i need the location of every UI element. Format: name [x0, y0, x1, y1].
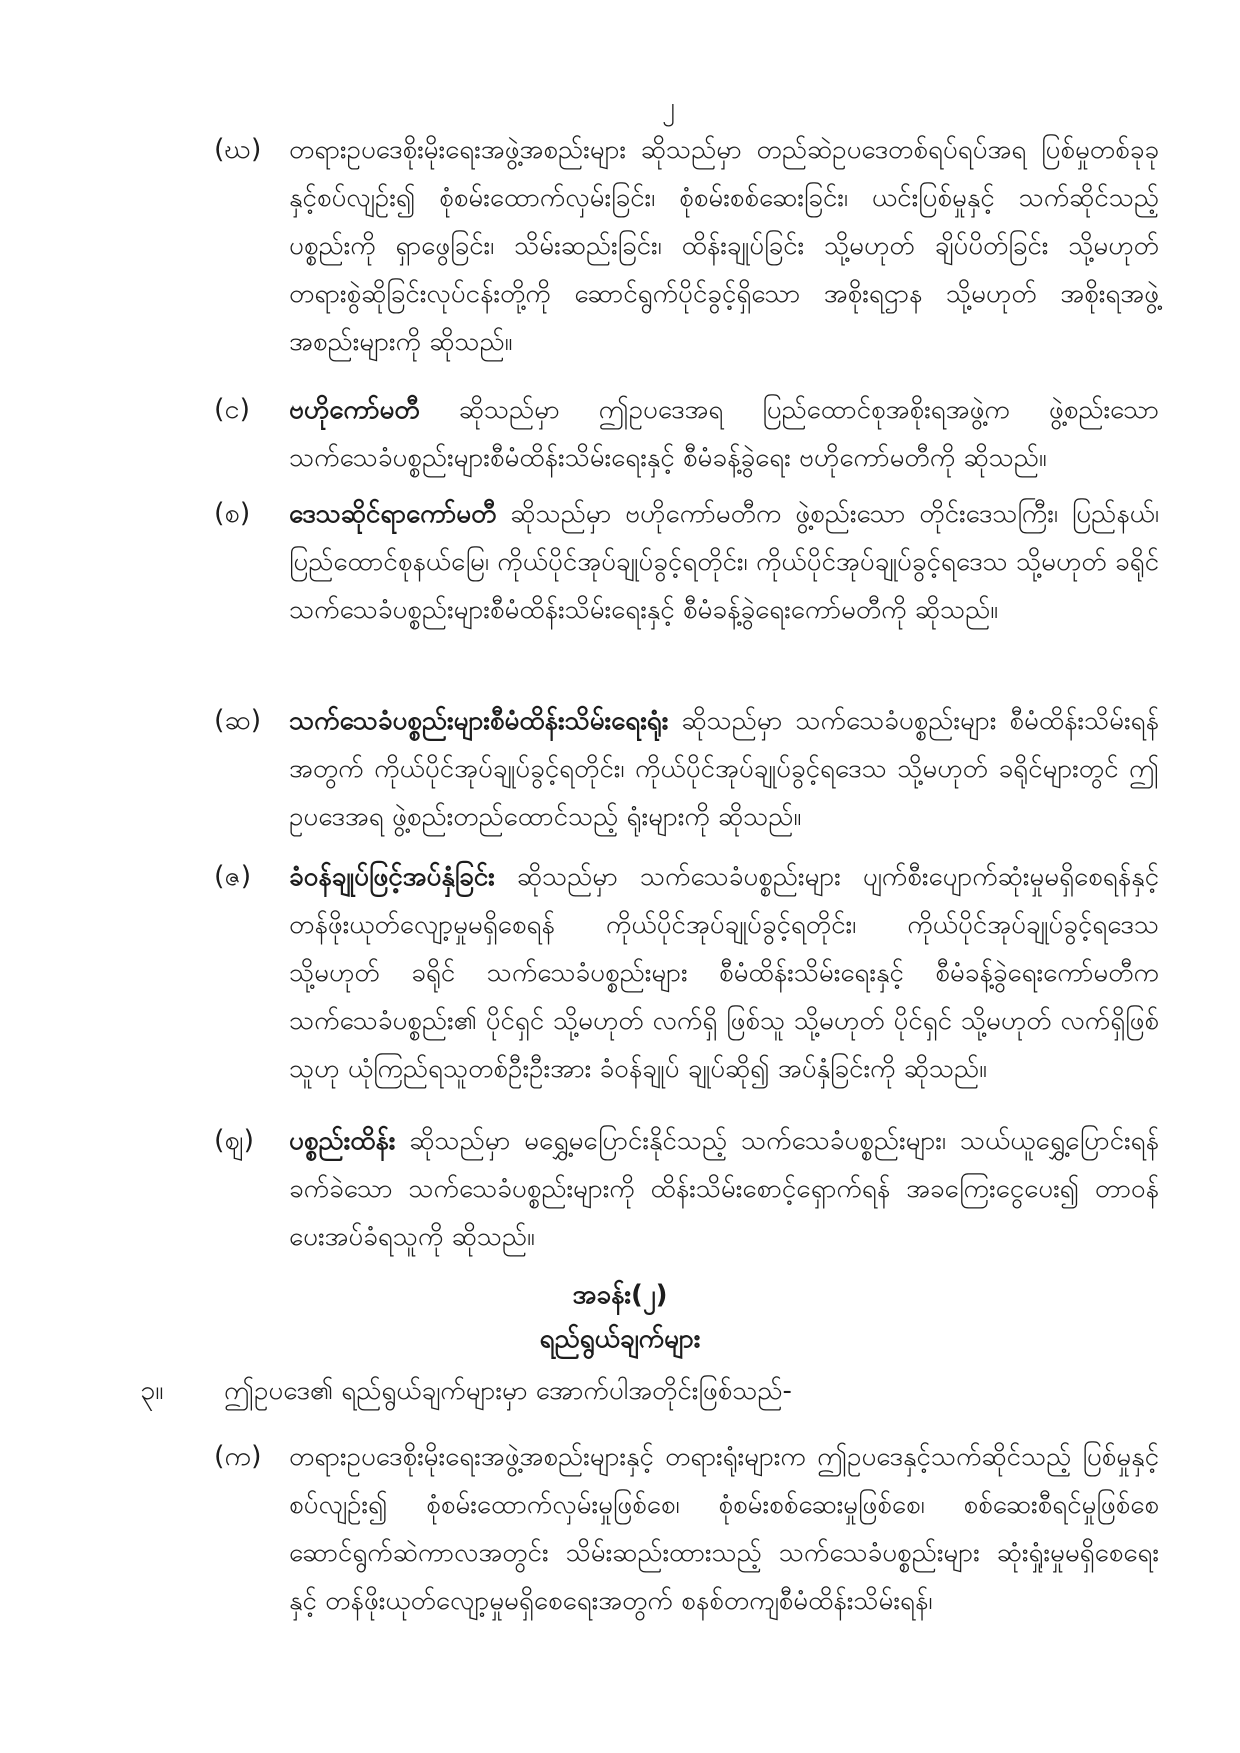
definition-term: ဒေသဆိုင်ရာကော်မတီ [289, 499, 497, 529]
section-text: ဤဥပဒေ၏ ရည်ရွယ်ချက်များမှာ အောက်ပါအတိုင်းဖြစ်သည်- [224, 1376, 792, 1406]
objective-body: တရားဥပဒေစိုးမိုးရေးအဖွဲ့အစည်းများနှင့် တရားရုံးများက ဤဥပဒေနှင့်သက်ဆိုင်သည့် ပြစ်မှုနှင့်စပ်လျဉ်း၍ စုံစမ်းထောက်လှမ်းမှုဖြစ်စေ၊ စုံစမ်းစစ်ဆေးမှုဖြစ်စေ၊ စစ်ဆေးစီရင်မှုဖြစ်စေ ဆောင်ရွက်ဆဲကာလအတွင်း သိမ်းဆည်းထားသည့် သက်သေခံပစ္စည်းများ ဆုံးရှုံးမှုမရှိစေရေးနှင့် တန်ဖိုးယုတ်လျော့မှုမရှိစေရေးအတွက် စနစ်တကျစီမံထိန်းသိမ်းရန်၊ [289, 1442, 1159, 1616]
definition-body: ဆိုသည်မှာ ဗဟိုကော်မတီက ဖွဲ့စည်းသော တိုင်းဒေသကြီး၊ ပြည်နယ်၊ ပြည်ထောင်စုနယ်မြေ၊ ကိုယ်ပိုင်အုပ်ချုပ်ခွင့်ရတိုင်း၊ ကိုယ်ပိုင်အုပ်ချုပ်ခွင့်ရဒေသ သို့မဟုတ် ခရိုင် သက်သေခံပစ္စည်းများစီမံထိန်းသိမ်းရေးနှင့် စီမံခန့်ခွဲရေးကော်မတီကို ဆိုသည်။ [289, 499, 1159, 625]
page-number: ၂ [662, 92, 675, 122]
definition-term: သက်သေခံပစ္စည်းများစီမံထိန်းသိမ်းရေးရုံး [289, 706, 669, 736]
item-marker: (ဈ) [214, 1125, 255, 1156]
objective-item [214, 1433, 1164, 1625]
definition-body: တရားဥပဒေစိုးမိုးရေးအဖွဲ့အစည်းများ ဆိုသည်မှာ တည်ဆဲဥပဒေတစ်ရပ်ရပ်အရ ပြစ်မှုတစ်ခုခုနှင့်စပ်လျဉ်း၍ စုံစမ်းထောက်လှမ်းခြင်း၊ စုံစမ်းစစ်ဆေးခြင်း၊ ယင်းပြစ်မှုနှင့် သက်ဆိုင်သည့် ပစ္စည်းကို ရှာဖွေခြင်း၊ သိမ်းဆည်းခြင်း၊ ထိန်းချုပ်ခြင်း သို့မဟုတ် ချိပ်ပိတ်ခြင်း သို့မဟုတ် တရားစွဲဆိုခြင်းလုပ်ငန်းတို့ကို ဆောင်ရွက်ပိုင်ခွင့်ရှိသော အစိုးရဌာန သို့မဟုတ် အစိုးရအဖွဲ့အစည်းများကို ဆိုသည်။ [289, 135, 1159, 357]
definition-term: ခံဝန်ချုပ်ဖြင့်အပ်နှံခြင်း [289, 862, 495, 892]
section-number: ၃။ [140, 1375, 164, 1406]
definition-item [214, 386, 1164, 482]
section [140, 1367, 1160, 1415]
definition-body: ဆိုသည်မှာ ဤဥပဒေအရ ပြည်ထောင်စုအစိုးရအဖွဲ့က ဖွဲ့စည်းသော သက်သေခံပစ္စည်းများစီမံထိန်းသိမ်းရေးနှင့် စီမံခန့်ခွဲရေး ဗဟိုကော်မတီကို ဆိုသည်။ [289, 395, 1159, 473]
definition-item [214, 853, 1164, 1093]
definition-term: ဗဟိုကော်မတီ [289, 395, 420, 425]
item-marker: (က) [214, 1441, 262, 1472]
item-marker: (ဇ) [214, 861, 252, 892]
definition-item [214, 126, 1164, 366]
chapter-number: အခန်း(၂) [572, 1280, 668, 1310]
item-marker: (စ) [214, 498, 251, 529]
definition-body: ဆိုသည်မှာ သက်သေခံပစ္စည်းများ ပျက်စီးပျောက်ဆုံးမှုမရှိစေရန်နှင့် တန်ဖိုးယုတ်လျော့မှုမရှိစေရန် ကိုယ်ပိုင်အုပ်ချုပ်ခွင့်ရတိုင်း၊ ကိုယ်ပိုင်အုပ်ချုပ်ခွင့်ရဒေသ သို့မဟုတ် ခရိုင် သက်သေခံပစ္စည်းများ စီမံထိန်းသိမ်းရေးနှင့် စီမံခန့်ခွဲရေးကော်မတီက သက်သေခံပစ္စည်း၏ ပိုင်ရှင် သို့မဟုတ် လက်ရှိ ဖြစ်သူ သို့မဟုတ် ပိုင်ရှင် သို့မဟုတ် လက်ရှိဖြစ်သူဟု ယုံကြည်ရသူတစ်ဦးဦးအား ခံဝန်ချုပ် ချုပ်ဆို၍ အပ်နှံခြင်းကို ဆိုသည်။ [289, 862, 1159, 1084]
item-marker: (င) [214, 394, 251, 425]
chapter-title: ရည်ရွယ်ချက်များ [539, 1324, 701, 1354]
definition-body: ဆိုသည်မှာ မရွှေ့မပြောင်းနိုင်သည့် သက်သေခံပစ္စည်းများ၊ သယ်ယူရွှေ့ပြောင်းရန်ခက်ခဲသော သက်သေခံပစ္စည်းများကို ထိန်းသိမ်းစောင့်ရှောက်ရန် အခကြေးငွေပေး၍ တာဝန်ပေးအပ်ခံရသူကို ဆိုသည်။ [289, 1126, 1159, 1252]
definition-item [214, 1117, 1164, 1261]
definition-body: ဆိုသည်မှာ သက်သေခံပစ္စည်းများ စီမံထိန်းသိမ်းရန်အတွက် ကိုယ်ပိုင်အုပ်ချုပ်ခွင့်ရတိုင်း၊ ကိုယ်ပိုင်အုပ်ချုပ်ခွင့်ရဒေသ သို့မဟုတ် ခရိုင်များတွင် ဤဥပဒေအရ ဖွဲ့စည်းတည်ထောင်သည့် ရုံးများကို ဆိုသည်။ [289, 706, 1159, 832]
definition-item [214, 490, 1164, 634]
item-marker: (ဆ) [214, 705, 262, 736]
definition-item [214, 697, 1164, 841]
item-marker: (ဃ) [214, 134, 262, 165]
definition-term: ပစ္စည်းထိန်း [289, 1126, 396, 1156]
